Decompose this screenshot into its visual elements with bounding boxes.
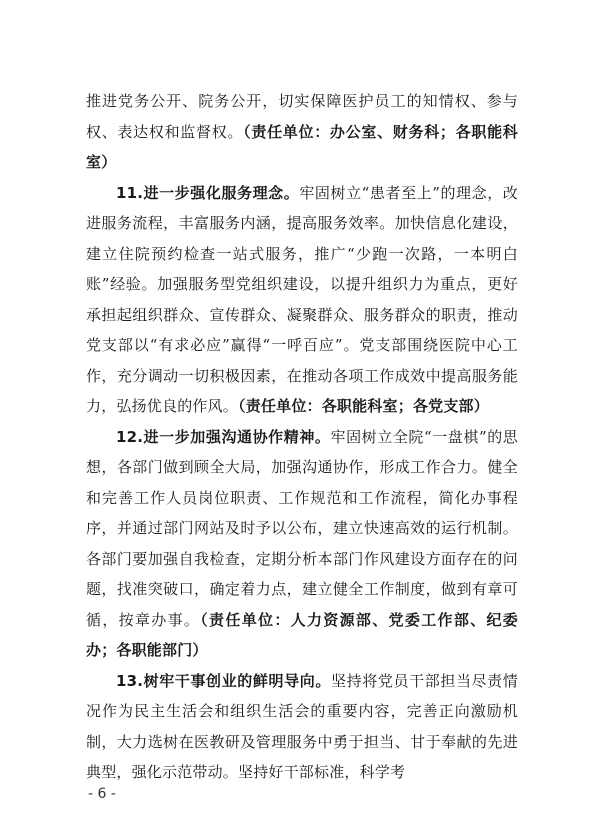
document-body	[86, 86, 518, 788]
paragraph-body: 推进党务公开、院务公开，切实保障医护员工的知情权、参与权、表达权和监督权。	[86, 92, 518, 141]
page-number: - 6 -	[88, 786, 116, 802]
paragraph-body: 牢固树立“患者至上”的理念，改进服务流程，丰富服务内涵，提高服务效率。加快信息化建设，建立住院预约检查一站式服务，推广“少跑一次路，一本明白账”经验。加强服务型党组织建设，以提升组织力为重点，更好承担起组织群众、宣传群众、凝聚群众、服务群众的职责，推动党支部以“有求必应”赢得“一呼百应”。党支部围绕医院中心工作，充分调动一切积极因素，在推动各项工作成效中提高服务能力，弘扬优良的作风。	[86, 183, 518, 415]
responsibility-note: （责任单位：人力资源部、党委工作部、纪委办；各职能部门）	[86, 610, 518, 659]
paragraph-body: 坚持将党员干部担当尽责情况作为民主生活会和组织生活会的重要内容，完善正向激励机制，大力选树在医教研及管理服务中勇于担当、甘于奉献的先进典型，强化示范带动。坚持好干部标准，科学考	[86, 671, 518, 781]
paragraph-heading: 12.进一步加强沟通协作精神。	[116, 427, 331, 446]
paragraph-11	[86, 178, 518, 422]
paragraph-body: 牢固树立全院“一盘棋”的思想，各部门做到顾全大局，加强沟通协作，形成工作合力。健全和完善工作人员岗位职责、工作规范和工作流程，简化办事程序，并通过部门网站及时予以公布，建立快速高效的运行机制。各部门要加强自我检查，定期分析本部门作风建设方面存在的问题，找准突破口，确定着力点，建立健全工作制度，做到有章可循，按章办事。	[86, 427, 518, 629]
responsibility-note: （责任单位：各职能科室；各党支部）	[238, 397, 489, 415]
paragraph-13	[86, 666, 518, 788]
paragraph-12	[86, 422, 518, 666]
responsibility-note: （责任单位：办公室、财务科；各职能科室）	[86, 122, 518, 171]
paragraph-continuation	[86, 86, 518, 178]
paragraph-heading: 11.进一步强化服务理念。	[116, 183, 300, 202]
paragraph-heading: 13.树牢干事创业的鲜明导向。	[116, 671, 331, 690]
